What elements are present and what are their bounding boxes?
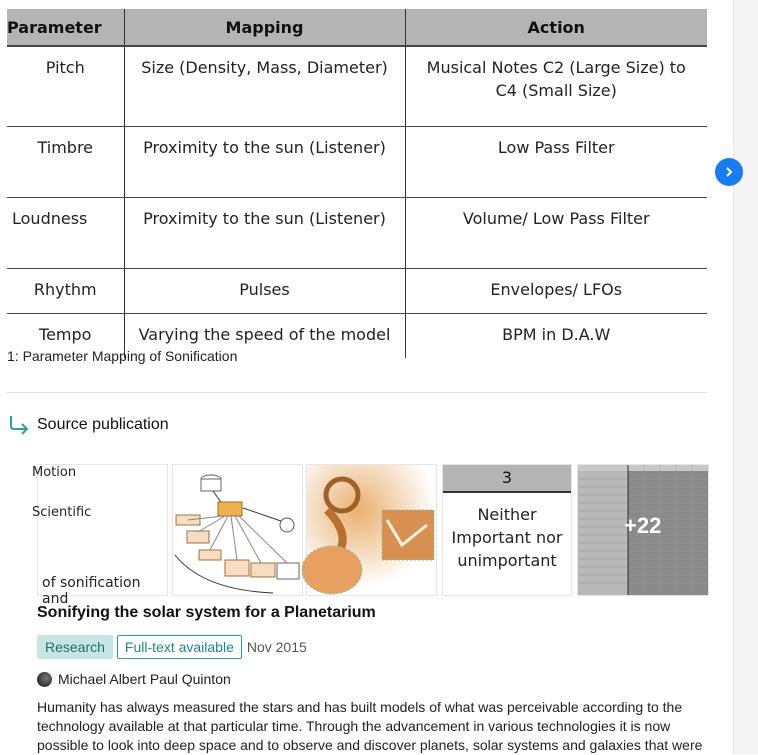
cell-mapping: Pulses	[124, 269, 405, 314]
publication-meta	[37, 635, 307, 659]
cell-action: Volume/ Low Pass Filter	[405, 198, 707, 269]
header-mapping: Mapping	[124, 9, 405, 46]
cell-parameter: Timbre	[7, 127, 124, 198]
source-publication-heading	[7, 414, 169, 436]
source-publication-label: Source publication	[37, 416, 169, 433]
parameter-mapping-table	[7, 9, 707, 358]
publication-abstract: Humanity has always measured the stars and has built models of what was perceivable according to the technology available at that particular time. Through the advancement in various technologies it is now possible to look into deep space and to observe and discover planets, solar systems and galaxies that were	[37, 699, 703, 753]
header-parameter: Parameter	[7, 9, 124, 46]
cell-action: Envelopes/ LFOs	[405, 269, 707, 314]
figure-caption: 1: Parameter Mapping of Sonification	[7, 348, 238, 364]
cell-parameter: Rhythm	[7, 269, 124, 314]
cell-mapping: Proximity to the sun (Listener)	[124, 127, 405, 198]
cell-parameter: Pitch	[7, 46, 124, 127]
thumbnail-ear-anatomy[interactable]	[306, 464, 437, 596]
next-figure-button[interactable]	[715, 158, 743, 186]
author-name: Michael Albert Paul Quinton	[58, 671, 231, 687]
author[interactable]	[37, 671, 231, 687]
thumbnail-rating-scale[interactable]	[442, 464, 572, 596]
table-row	[7, 127, 707, 198]
avatar	[37, 672, 52, 687]
figure-image[interactable]	[7, 9, 707, 344]
thumb-text: Scientific	[32, 505, 92, 520]
table-row	[7, 269, 707, 314]
table-row	[7, 46, 707, 127]
diagram-graphic	[173, 465, 302, 595]
cell-parameter: Loudness	[7, 198, 124, 269]
cell-parameter: Tempo	[39, 325, 92, 344]
more-figures-count: +22	[624, 513, 662, 538]
thumb-text: Motion	[32, 465, 77, 480]
cell-action: Musical Notes C2 (Large Size) to C4 (Small Size)	[405, 46, 707, 127]
chevron-right-icon	[724, 167, 734, 177]
thumbnail-sonification-diagram[interactable]	[172, 464, 303, 596]
thumb-text: of sonification and	[42, 575, 141, 607]
thumbnail-more-figures[interactable]	[577, 464, 709, 596]
publication-title[interactable]: Sonifying the solar system for a Planetarium	[37, 604, 376, 621]
rating-number: 3	[443, 465, 571, 493]
fulltext-badge: Full-text available	[117, 635, 242, 659]
right-gutter	[733, 0, 758, 754]
ear-anatomy-graphic	[307, 465, 436, 595]
thumbnail-text-slide[interactable]	[32, 464, 168, 607]
header-action: Action	[405, 9, 707, 46]
cell-action: Low Pass Filter	[405, 127, 707, 198]
type-badge: Research	[37, 635, 113, 659]
divider	[7, 392, 707, 393]
cell-mapping: Proximity to the sun (Listener)	[124, 198, 405, 269]
rating-label: Neither Important nor unimportant	[451, 505, 563, 570]
cell-action: BPM in D.A.W	[405, 314, 707, 359]
cell-mapping: Varying the speed of the model	[124, 314, 405, 359]
table-row	[7, 198, 707, 269]
publication-date: Nov 2015	[246, 639, 307, 655]
arrow-return-right-icon	[7, 414, 31, 436]
cell-mapping: Size (Density, Mass, Diameter)	[124, 46, 405, 127]
